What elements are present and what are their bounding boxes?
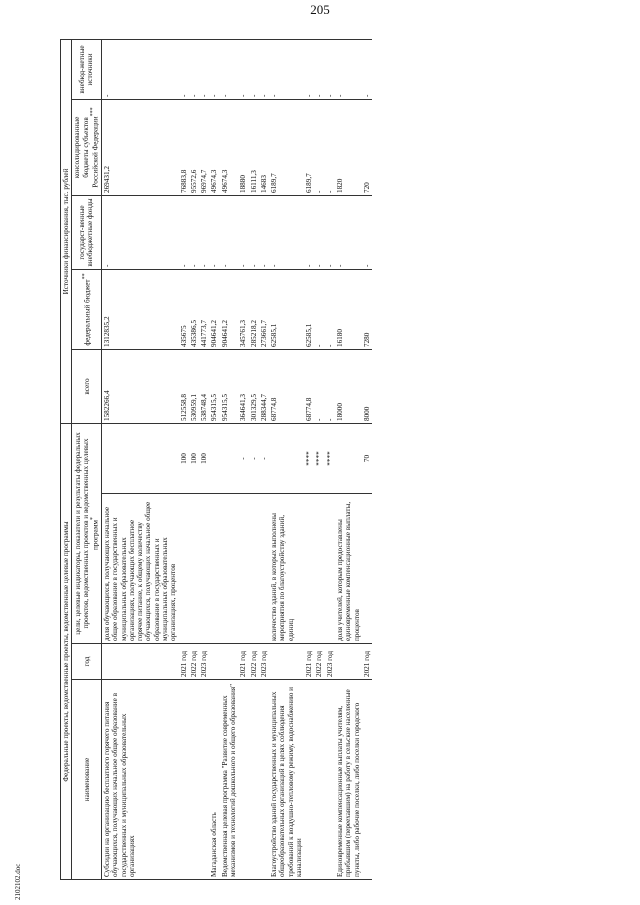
cell-federal: 285218,2 [249,270,259,350]
cell-value: - [249,424,259,494]
table-row [259,39,269,879]
cell-name [238,680,248,880]
cell-value: 100 [179,424,189,494]
cell-federal: 441773,7 [199,270,209,350]
cell-total: 1582266,4 [102,350,179,424]
cell-value [102,424,179,494]
cell-total: - [325,350,335,424]
cell-federal: 904641,2 [209,270,219,350]
cell-state: - [259,196,269,270]
table-row [269,39,304,879]
cell-regional: 95572,6 [189,100,199,196]
cell-other: - [314,39,324,99]
cell-federal: - [325,270,335,350]
header-consolidated [72,100,101,196]
header-sources: Источники финансирования, тыс. рублей [61,39,72,423]
header-year: год [72,644,102,680]
cell-value: - [238,424,248,494]
cell-indicator: доля учителей, которым предоставлены единовременные компенсационные выплаты, процентов [335,494,362,644]
cell-indicator [179,494,189,644]
cell-year: 2021 год [362,644,372,680]
cell-federal: 345761,3 [238,270,248,350]
table-row [189,39,199,879]
cell-name [189,680,199,880]
table-row [209,39,219,879]
cell-other: - [259,39,269,99]
cell-total: 364641,3 [238,350,248,424]
header-indicator-mark: * [90,517,97,521]
cell-regional: 76883,8 [179,100,189,196]
cell-regional: 720 [362,100,372,196]
footer-filename [10,863,40,900]
cell-total: 954315,5 [220,350,239,424]
header-federal [72,270,101,350]
cell-other: - [199,39,209,99]
cell-regional: 269431,2 [102,100,179,196]
cell-year: 2022 год [189,644,199,680]
table-row [335,39,362,879]
cell-year [335,644,362,680]
cell-indicator [249,494,259,644]
cell-name: Благоустройство зданий государственных и муниципальных общеобразовательных организаций в целях соблюдения требований к воздушно-тепловому режиму, водоснабжению и канализации [269,680,304,880]
cell-year: 2023 год [199,644,209,680]
header-indicator-text: цели, целевые индикаторы, показатели и результаты федеральных проектов, ведомственных проектов и ведомственных целевых программ [73,432,100,635]
table-row [325,39,335,879]
cell-state: - [335,196,362,270]
cell-total: 8000 [362,350,372,424]
cell-regional: - [325,100,335,196]
page-number: 205 [310,2,330,17]
cell-regional: 6189,7 [304,100,314,196]
cell-total: 68774,8 [269,350,304,424]
cell-name: Субсидии на организацию бесплатного горячего питания обучающихся, получающих начальное общее образование в государственных и муниципальных образовательных организациях [102,680,179,880]
cell-indicator [199,494,209,644]
cell-regional: - [314,100,324,196]
cell-value: - [259,424,269,494]
cell-indicator [362,494,372,644]
header-offbudget: внебюд-жетные источники [72,39,101,99]
cell-other: - [238,39,248,99]
cell-regional: 18880 [238,100,248,196]
table-row [238,39,248,879]
cell-federal: 16180 [335,270,362,350]
cell-total: 301329,5 [249,350,259,424]
cell-name [314,680,324,880]
cell-regional: 16111,3 [249,100,259,196]
header-group: Федеральные проекты, ведомственные проекты, ведомственные целевые программы [61,424,72,880]
cell-regional: 49674,3 [220,100,239,196]
cell-total: 68774,8 [304,350,314,424]
cell-regional: 49674,3 [209,100,219,196]
cell-name: Магаданская область [209,680,219,880]
rotated-table-container [60,40,630,880]
cell-other: - [335,39,362,99]
cell-federal: - [314,270,324,350]
cell-total: 288344,7 [259,350,269,424]
cell-state: - [304,196,314,270]
table-row [199,39,209,879]
cell-year: 2023 год [259,644,269,680]
cell-state: - [220,196,239,270]
table-body [102,39,373,879]
cell-state: - [209,196,219,270]
cell-year: 2021 год [238,644,248,680]
cell-indicator: количество зданий, в которых выполнены мероприятия по благоустройству зданий, единиц [269,494,304,644]
header-indicator [72,424,102,644]
cell-federal: 435386,5 [189,270,199,350]
cell-year [209,644,219,680]
cell-state: - [238,196,248,270]
cell-federal: 904641,2 [220,270,239,350]
cell-other: - [102,39,179,99]
header-federal-mark: ** [81,273,88,280]
header-consolidated-mark: *** [89,107,96,117]
cell-name [325,680,335,880]
cell-indicator [209,494,219,644]
cell-other: - [362,39,372,99]
cell-state: - [362,196,372,270]
cell-federal: 62585,1 [269,270,304,350]
cell-value: **** [304,424,314,494]
cell-value [269,424,304,494]
cell-other: - [269,39,304,99]
cell-name [249,680,259,880]
table-row [362,39,372,879]
cell-indicator [189,494,199,644]
cell-value: **** [314,424,324,494]
cell-state: - [102,196,179,270]
header-federal-text: федеральный бюджет [82,279,91,346]
cell-total: - [314,350,324,424]
header-total: всего [72,350,102,424]
cell-regional: 6189,7 [269,100,304,196]
cell-state: - [314,196,324,270]
cell-value [220,424,239,494]
cell-year: 2022 год [249,644,259,680]
cell-name [362,680,372,880]
footer-filename-text: 2102102.doc [14,863,22,900]
cell-year [220,644,239,680]
cell-value: 100 [199,424,209,494]
cell-state: - [249,196,259,270]
financing-table [60,39,372,880]
cell-state: - [269,196,304,270]
cell-regional: 14683 [259,100,269,196]
cell-federal: 273661,7 [259,270,269,350]
cell-value [209,424,219,494]
cell-name [259,680,269,880]
cell-other: - [304,39,314,99]
header-name: наименование [72,680,102,880]
cell-other: - [325,39,335,99]
cell-name [179,680,189,880]
cell-indicator: доля обучающихся, получающих начальное общее образование в государственных и муниципальных образовательных организациях, получающих бесплатное горячее питание, к общему количеству обучающихся, получающих начальное общее образование в государственных и муниципальных образовательных организациях, процентов [102,494,179,644]
table-row [102,39,179,879]
cell-other: - [209,39,219,99]
cell-name [199,680,209,880]
cell-value [335,424,362,494]
cell-value: **** [325,424,335,494]
cell-total: 530959,1 [189,350,199,424]
cell-value: 100 [189,424,199,494]
table-row [314,39,324,879]
cell-year: 2022 год [314,644,324,680]
cell-regional: 1820 [335,100,362,196]
table-row [220,39,239,879]
cell-regional: 96974,7 [199,100,209,196]
table-row [179,39,189,879]
cell-year: 2023 год [325,644,335,680]
cell-state: - [189,196,199,270]
cell-state: - [179,196,189,270]
cell-indicator [259,494,269,644]
cell-year [269,644,304,680]
cell-total: 954315,5 [209,350,219,424]
cell-other: - [220,39,239,99]
cell-indicator [238,494,248,644]
cell-state: - [199,196,209,270]
cell-indicator [220,494,239,644]
cell-name [304,680,314,880]
cell-year [102,644,179,680]
header-consolidated-text: консолидированные бюджеты субъектов Российской Федерации [73,116,100,188]
cell-indicator [314,494,324,644]
cell-state: - [325,196,335,270]
cell-total: 512558,8 [179,350,189,424]
cell-other: - [249,39,259,99]
cell-name: Единовременные компенсационные выплаты учителям, прибывшим (переехавшим) на работу в сельские населенные пункты, либо рабочие поселки, либо поселки городского [335,680,362,880]
header-state-funds: государст-венные внебюджетные фонды [72,196,101,270]
cell-federal: 62585,1 [304,270,314,350]
cell-federal: 435675 [179,270,189,350]
cell-total: 18000 [335,350,362,424]
cell-value: 70 [362,424,372,494]
cell-name: Ведомственная целевая программа "Развитие современных механизмов и технологий дошкольного и общего образования" [220,680,239,880]
table-row [304,39,314,879]
cell-total: 538748,4 [199,350,209,424]
cell-other: - [179,39,189,99]
cell-other: - [189,39,199,99]
cell-federal: 7280 [362,270,372,350]
cell-indicator [325,494,335,644]
cell-federal: 1312835,2 [102,270,179,350]
cell-indicator [304,494,314,644]
cell-year: 2021 год [179,644,189,680]
table-row [249,39,259,879]
cell-year: 2021 год [304,644,314,680]
